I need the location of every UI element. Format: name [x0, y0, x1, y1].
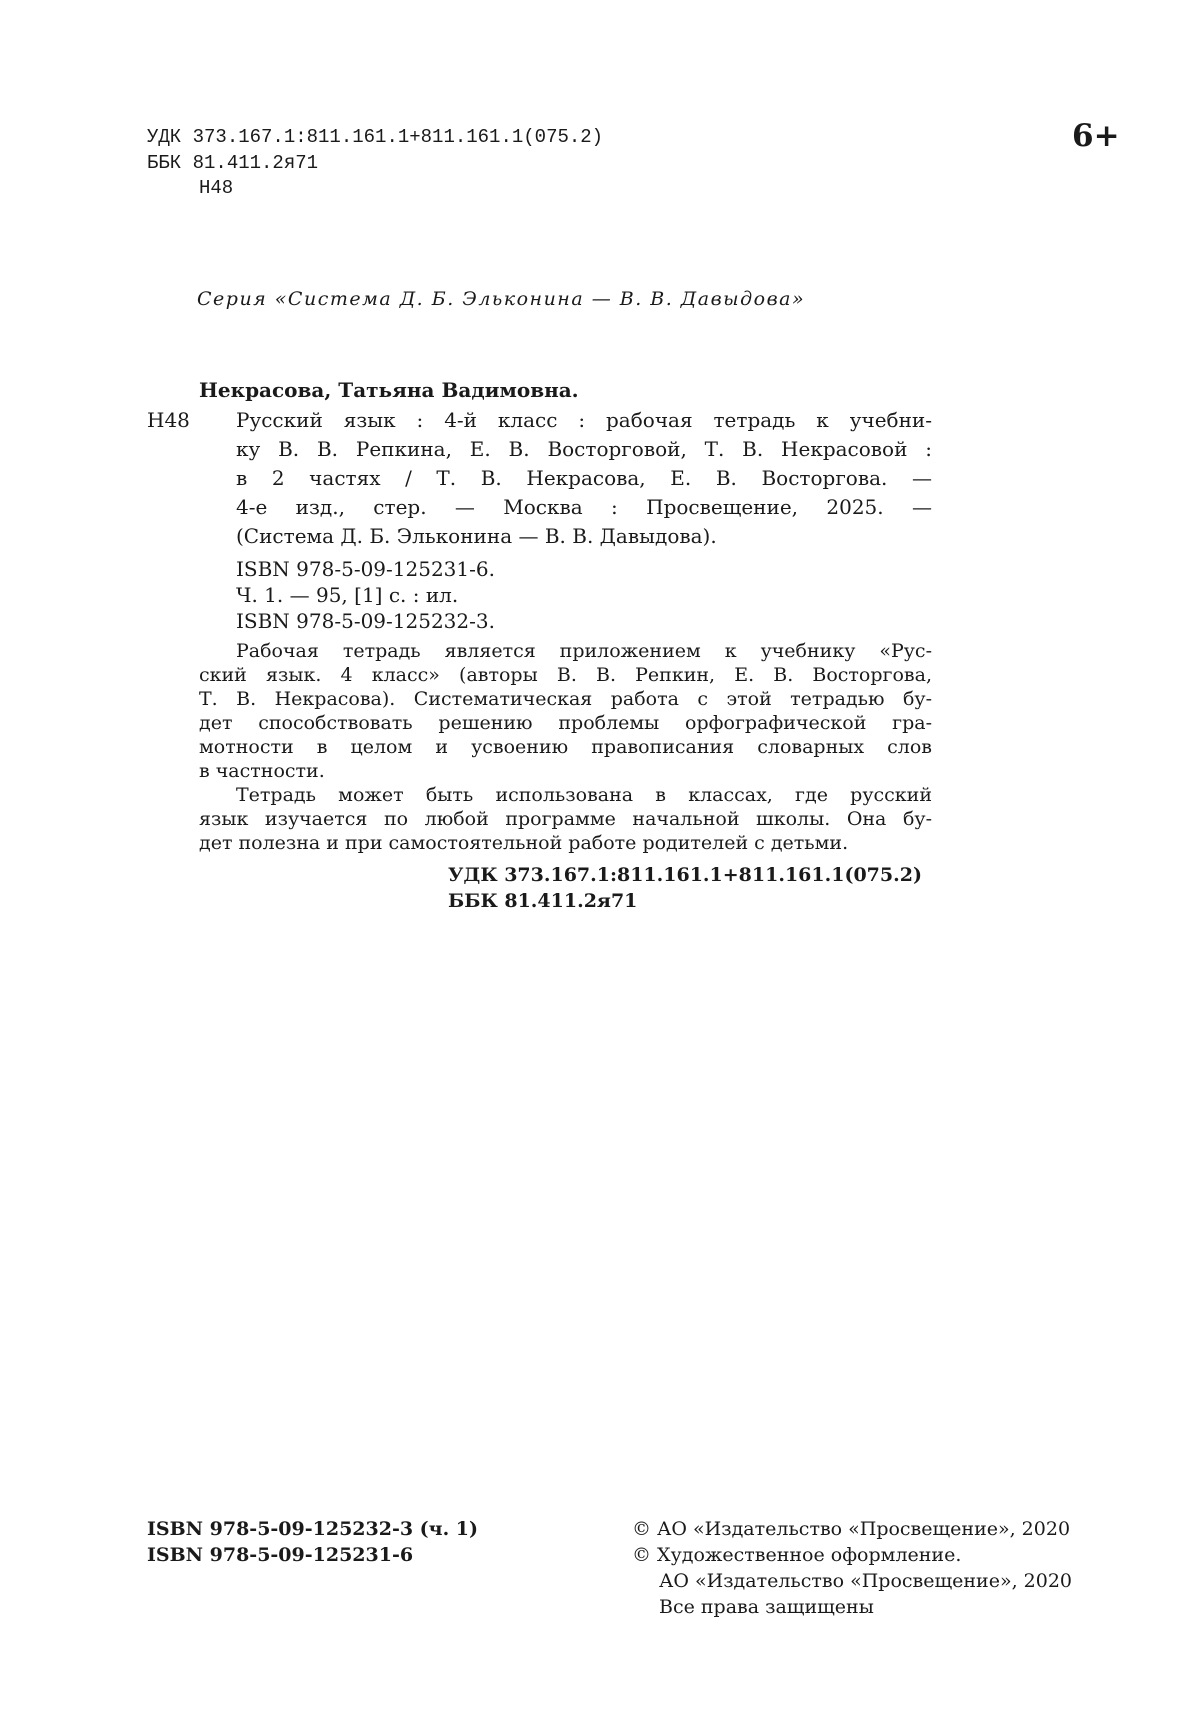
- annotation-line: дет способствовать решению проблемы орфографической гра-: [199, 712, 932, 734]
- age-rating-badge: 6+: [1072, 118, 1120, 154]
- record-line: 4-е изд., стер. — Москва : Просвещение, 2025. —: [236, 495, 932, 519]
- record-part: Ч. 1. — 95, [1] с. : ил.: [236, 583, 459, 607]
- annotation-line: Тетрадь может быть использована в классах, где русский: [236, 784, 932, 806]
- copyright-line: © Художественное оформление.: [632, 1544, 962, 1566]
- copyright-line: АО «Издательство «Просвещение», 2020: [659, 1570, 1072, 1592]
- annotation-line: Рабочая тетрадь является приложением к учебнику «Рус-: [236, 640, 932, 662]
- annotation-line: ский язык. 4 класс» (авторы В. В. Репкин, Е. В. Восторгова,: [199, 664, 932, 686]
- annotation-line: язык изучается по любой программе начальной школы. Она бу-: [199, 808, 932, 830]
- record-isbn-part: ISBN 978-5-09-125232-3.: [236, 609, 495, 633]
- copyright-line: Все права защищены: [659, 1596, 874, 1618]
- header-code: Н48: [199, 177, 234, 199]
- annotation-line: дет полезна и при самостоятельной работе родителей с детьми.: [199, 832, 849, 854]
- footer-isbn-set: ISBN 978-5-09-125231-6: [147, 1544, 414, 1566]
- header-bbk: ББК 81.411.2я71: [147, 152, 319, 174]
- header-udc: УДК 373.167.1:811.161.1+811.161.1(075.2): [147, 126, 604, 148]
- annotation-line: в частности.: [199, 760, 325, 782]
- record-author: Некрасова, Татьяна Вадимовна.: [199, 378, 579, 402]
- series-line: Серия «Система Д. Б. Эльконина — В. В. Давыдова»: [197, 288, 806, 310]
- annotation-line: мотности в целом и усвоению правописания словарных слов: [199, 736, 932, 758]
- footer-isbn-part: ISBN 978-5-09-125232-3 (ч. 1): [147, 1518, 479, 1540]
- annotation-line: Т. В. Некрасова). Систематическая работа с этой тетрадью бу-: [199, 688, 932, 710]
- record-isbn-set: ISBN 978-5-09-125231-6.: [236, 557, 495, 581]
- record-series-line: (Система Д. Б. Эльконина — В. В. Давыдова).: [236, 524, 717, 548]
- record-line: Русский язык : 4-й класс : рабочая тетрадь к учебни-: [236, 408, 932, 432]
- classification-bbk: ББК 81.411.2я71: [448, 890, 638, 912]
- classification-udc: УДК 373.167.1:811.161.1+811.161.1(075.2): [448, 864, 922, 886]
- record-code: Н48: [147, 408, 190, 432]
- copyright-line: © АО «Издательство «Просвещение», 2020: [632, 1518, 1071, 1540]
- record-line: ку В. В. Репкина, Е. В. Восторговой, Т. В. Некрасовой :: [236, 437, 932, 461]
- record-line: в 2 частях / Т. В. Некрасова, Е. В. Восторгова. —: [236, 466, 932, 490]
